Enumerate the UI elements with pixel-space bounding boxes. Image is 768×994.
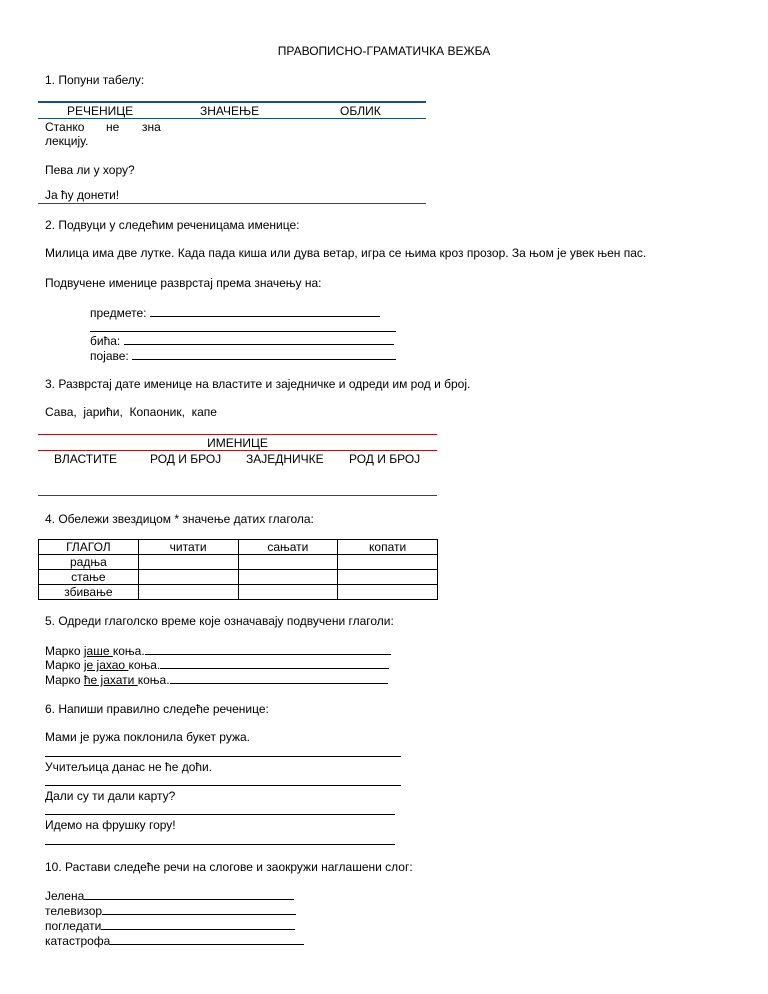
task10-word-1-label: Јелена: [45, 889, 85, 903]
task2-item-objects-label: предмете:: [90, 306, 147, 320]
task6-sentence-1: Мами је ружа поклонила букет ружа.: [45, 730, 250, 744]
task1-table-bottom-rule: [38, 203, 426, 204]
task3-header-gender-number-1: РОД И БРОЈ: [150, 452, 222, 466]
task4-cell[interactable]: [138, 585, 238, 600]
task4-row-state: стање: [39, 570, 139, 585]
task10-word-4: [45, 933, 304, 948]
task2-item-objects: [90, 305, 380, 320]
task3-table-top-rule: [38, 434, 437, 435]
task4-row-event: збивање: [39, 585, 139, 600]
task1-sentence1-end: лекцију.: [45, 134, 89, 148]
task5-line-3-verb: ће јахати: [83, 673, 138, 687]
task4-cell[interactable]: [138, 555, 238, 570]
task1-table-top-rule: [38, 101, 426, 103]
table-row: [39, 585, 438, 600]
task5-line-1-blank[interactable]: [145, 643, 391, 655]
task2-item-beings-label: бића:: [90, 334, 121, 348]
task10-word-1-blank[interactable]: [84, 888, 294, 900]
task6-sentence-2: Учитељица данас не ће доћи.: [45, 760, 213, 774]
task2-extra-blank[interactable]: [90, 331, 396, 332]
task4-prompt: 4. Обележи звездицом * значење датих глагола:: [45, 512, 314, 526]
task1-sentence1-word3: зна: [142, 120, 161, 134]
task1-header-form: ОБЛИК: [340, 104, 381, 118]
table-row: [39, 570, 438, 585]
task4-header-row: [39, 540, 438, 555]
task4-header-verb: ГЛАГОЛ: [39, 540, 139, 555]
task10-word-4-label: катастрофа: [45, 934, 111, 948]
task4-cell[interactable]: [338, 555, 438, 570]
task5-line-3-pre: Марко: [45, 673, 84, 687]
task1-sentence3: Ја ћу донети!: [45, 188, 120, 202]
task3-header-common: ЗАЈЕДНИЧКЕ: [246, 452, 324, 466]
task5-line-2-pre: Марко: [45, 658, 84, 672]
task6-answer-3[interactable]: [45, 814, 395, 815]
task3-header-proper: ВЛАСТИТЕ: [54, 452, 118, 466]
task2-item-phenomena: [90, 348, 396, 363]
task10-word-3-label: погледати: [45, 919, 102, 933]
task10-prompt: 10. Растави следеће речи на слогове и заокружи наглашени слог:: [45, 860, 413, 874]
task6-answer-2[interactable]: [45, 785, 401, 786]
task3-table-title: ИМЕНИЦЕ: [207, 436, 268, 450]
task6-sentence-3: Дали су ти дали карту?: [45, 789, 176, 803]
task2-instruction: Подвучене именице разврстај према значењу на:: [45, 276, 322, 290]
task5-line-3-blank[interactable]: [170, 672, 388, 684]
task4-header-dream: сањати: [238, 540, 338, 555]
task4-header-read: читати: [138, 540, 238, 555]
task1-sentence2: Пева ли у хору?: [45, 163, 135, 177]
page-title: ПРАВОПИСНО-ГРАМАТИЧКА ВЕЖБА: [277, 44, 491, 58]
task10-word-4-blank[interactable]: [110, 933, 304, 945]
task4-cell[interactable]: [338, 570, 438, 585]
task10-word-1: [45, 888, 294, 903]
task3-title-rule: [38, 450, 437, 451]
task6-sentence-4: Идемо на фрушку гору!: [45, 818, 176, 832]
task2-text: Милица има две лутке. Када пада киша или дува ветар, игра се њима кроз прозор. За њом је увек њен пас.: [45, 246, 647, 260]
task1-header-sentences: РЕЧЕНИЦЕ: [67, 104, 134, 118]
task5-line-3-post: коња.: [137, 673, 170, 687]
task4-row-action: радња: [39, 555, 139, 570]
task10-word-3: [45, 918, 295, 933]
task10-word-3-blank[interactable]: [101, 918, 295, 930]
task5-line-1-verb: јаше: [83, 644, 113, 658]
task5-line-3: [45, 672, 388, 687]
task4-cell[interactable]: [238, 570, 338, 585]
task10-word-2: [45, 903, 296, 918]
task5-line-1: [45, 643, 391, 658]
task4-header-dig: копати: [338, 540, 438, 555]
task1-prompt: 1. Попуни табелу:: [45, 73, 145, 87]
task2-prompt: 2. Подвуци у следећим реченицама именице:: [45, 218, 300, 232]
task5-line-2-blank[interactable]: [160, 657, 389, 669]
task1-sentence1-word2: не: [106, 120, 120, 134]
task3-prompt: 3. Разврстај дате именице на властите и заједничке и одреди им род и број.: [45, 377, 471, 391]
task4-cell[interactable]: [238, 585, 338, 600]
task10-word-2-blank[interactable]: [102, 903, 296, 915]
task1-sentence1-word1: Станко: [45, 120, 85, 134]
table-row: [39, 555, 438, 570]
task2-item-phenomena-label: појаве:: [90, 349, 129, 363]
task5-line-2-verb: је јахао: [83, 658, 129, 672]
task3-words: Сава, јарићи, Копаоник, капе: [45, 405, 217, 419]
task3-header-gender-number-2: РОД И БРОЈ: [349, 452, 421, 466]
task4-cell[interactable]: [238, 555, 338, 570]
task2-item-objects-blank[interactable]: [150, 305, 380, 317]
task10-word-2-label: телевизор: [45, 904, 103, 918]
task1-header-meaning: ЗНАЧЕЊЕ: [200, 104, 260, 118]
task4-cell[interactable]: [138, 570, 238, 585]
task5-prompt: 5. Одреди глаголско време које означавају подвучени глаголи:: [45, 614, 394, 628]
task5-line-1-post: коња.: [112, 644, 145, 658]
task2-item-beings-blank[interactable]: [124, 333, 394, 345]
task1-header-rule: [38, 118, 426, 119]
task5-line-1-pre: Марко: [45, 644, 84, 658]
task5-line-2: [45, 657, 389, 672]
task6-answer-4[interactable]: [45, 844, 395, 845]
task2-item-beings: [90, 333, 394, 348]
task5-line-2-post: коња.: [128, 658, 161, 672]
task4-cell[interactable]: [338, 585, 438, 600]
task3-table-bottom-rule: [38, 495, 437, 496]
task4-verbs-table: [38, 539, 438, 600]
task6-answer-1[interactable]: [45, 756, 401, 757]
task2-item-phenomena-blank[interactable]: [132, 348, 396, 360]
task6-prompt: 6. Напиши правилно следеће реченице:: [45, 702, 269, 716]
